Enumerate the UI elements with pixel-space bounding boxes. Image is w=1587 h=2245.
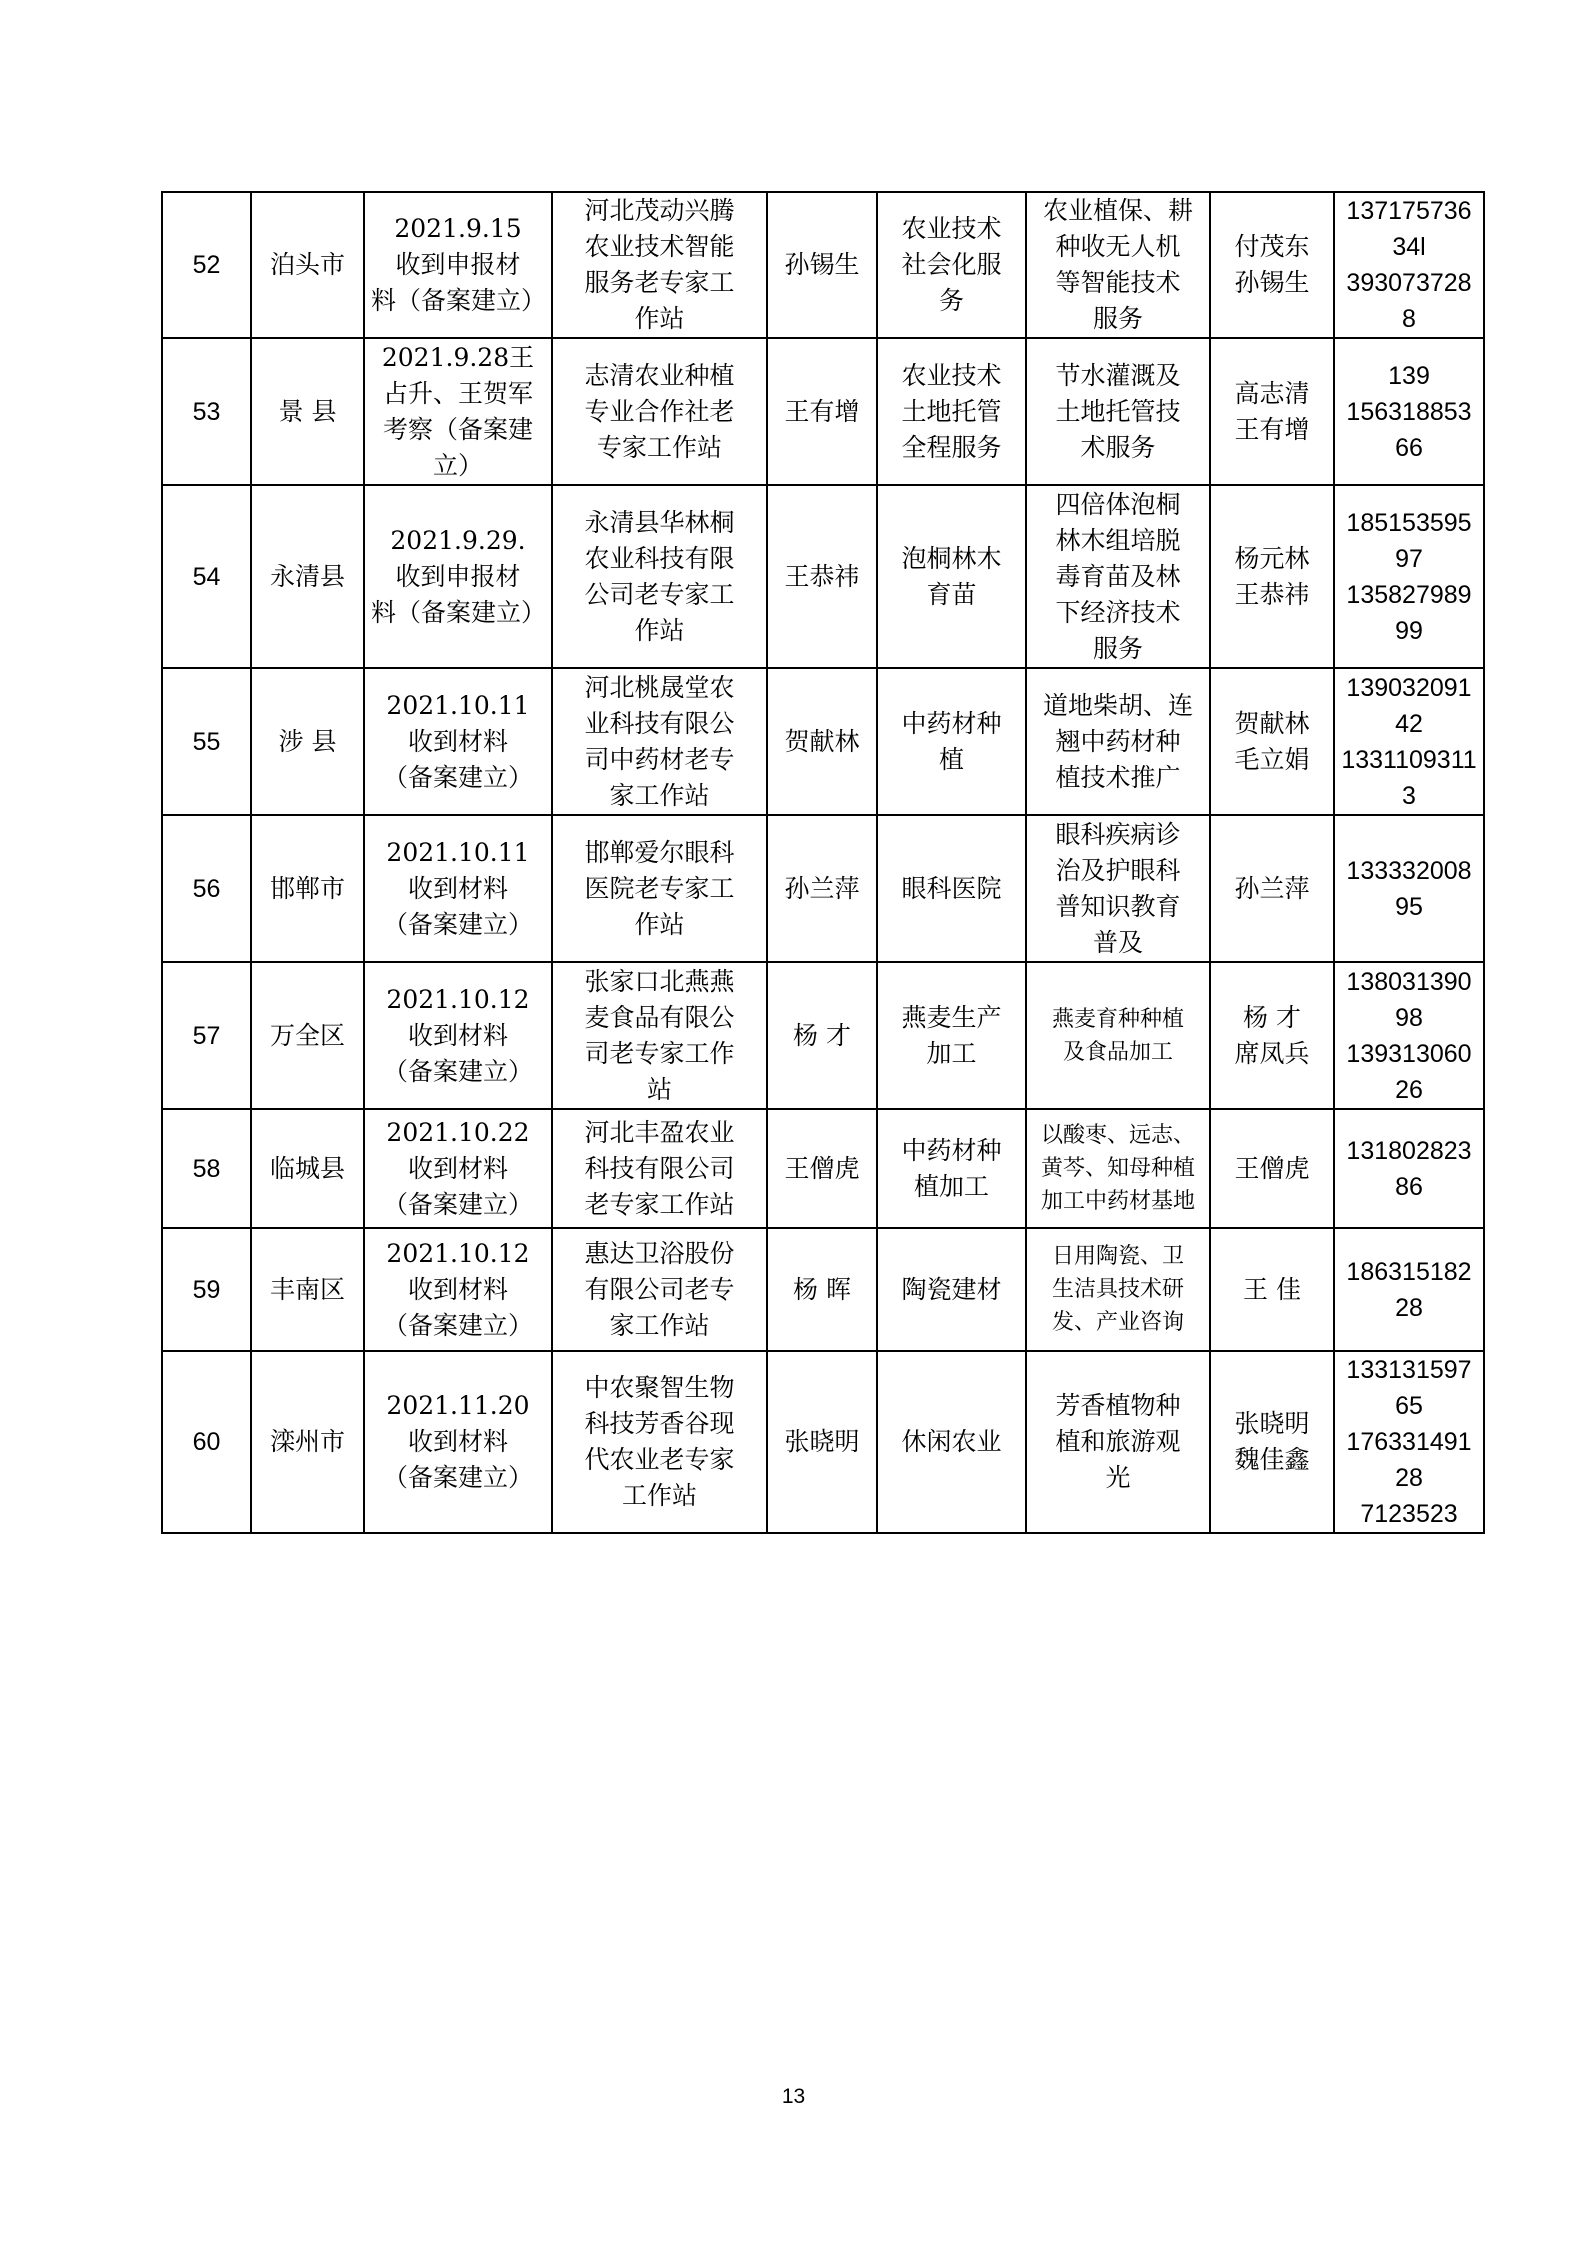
service-cell-line: 节水灌溉及 bbox=[1055, 360, 1181, 390]
service-cell-line: 普及 bbox=[1092, 927, 1143, 957]
field-cell bbox=[877, 1351, 1026, 1533]
field-cell-line: 植加工 bbox=[913, 1171, 989, 1201]
page-number: 13 bbox=[781, 2085, 806, 2108]
date-status-cell-line: 2021.10.12 bbox=[386, 984, 530, 1014]
field-cell bbox=[877, 338, 1026, 485]
field-cell-line: 土地托管 bbox=[901, 396, 1002, 426]
station-name-cell-line: 专家工作站 bbox=[596, 432, 722, 462]
row-number: 53 bbox=[162, 338, 251, 485]
service-cell-line: 发、产业咨询 bbox=[1051, 1310, 1184, 1335]
phone-cell bbox=[1334, 338, 1484, 485]
date-status-cell bbox=[364, 1228, 552, 1351]
station-name-cell-line: 有限公司老专 bbox=[584, 1274, 735, 1304]
station-name-cell-line: 河北桃晟堂农 bbox=[584, 672, 735, 702]
contacts-cell-line: 孙兰萍 bbox=[1234, 873, 1310, 903]
date-status-cell-line: 2021.10.12 bbox=[386, 1238, 530, 1268]
phone-cell bbox=[1334, 1109, 1484, 1228]
phone-cell-line: 3930737288 bbox=[1346, 269, 1472, 333]
date-status-cell-line: 考察（备案建 bbox=[382, 414, 533, 444]
service-cell bbox=[1026, 338, 1210, 485]
region-cell: 丰南区 bbox=[251, 1228, 364, 1351]
table-row bbox=[162, 962, 1484, 1109]
table-row bbox=[162, 1109, 1484, 1228]
region-cell: 泊头市 bbox=[251, 192, 364, 338]
field-cell-line: 务 bbox=[938, 286, 964, 315]
contacts-cell bbox=[1210, 485, 1334, 668]
date-status-cell bbox=[364, 1351, 552, 1533]
table-row bbox=[162, 1228, 1484, 1351]
date-status-cell-line: 料（备案建立） bbox=[371, 597, 547, 627]
date-status-cell-line: 2021.10.22 bbox=[386, 1117, 530, 1147]
contacts-cell-line: 高志清 bbox=[1234, 378, 1310, 408]
station-name-cell-line: 家工作站 bbox=[609, 780, 710, 810]
station-name-cell-line: 司中药材老专 bbox=[584, 744, 735, 774]
date-status-cell-line: （备案建立） bbox=[382, 1189, 533, 1219]
lead-expert-cell: 孙锡生 bbox=[767, 192, 877, 338]
date-status-cell-line: 收到材料 bbox=[407, 873, 508, 903]
service-cell-line: 普知识教育 bbox=[1055, 891, 1181, 921]
contacts-cell-line: 王僧虎 bbox=[1234, 1153, 1310, 1183]
lead-expert-cell: 杨 才 bbox=[767, 962, 877, 1109]
phone-cell-line: 15631885366 bbox=[1346, 397, 1472, 462]
table-row bbox=[162, 485, 1484, 668]
date-status-cell-line: 收到申报材 bbox=[395, 561, 521, 591]
region-cell: 永清县 bbox=[251, 485, 364, 668]
row-number: 58 bbox=[162, 1109, 251, 1228]
expert-station-table bbox=[161, 191, 1485, 1534]
field-cell-line: 中药材种 bbox=[901, 708, 1002, 738]
date-status-cell-line: 2021.9.15 bbox=[394, 214, 522, 243]
date-status-cell-line: 2021.9.29. bbox=[390, 525, 526, 555]
field-cell-line: 泡桐林木 bbox=[901, 543, 1002, 573]
phone-cell-line: 13180282386 bbox=[1346, 1136, 1472, 1201]
station-name-cell-line: 河北丰盈农业 bbox=[584, 1117, 735, 1147]
station-name-cell bbox=[552, 1351, 767, 1533]
phone-cell-line: 13311093113 bbox=[1341, 745, 1477, 810]
service-cell-line: 种收无人机 bbox=[1055, 232, 1181, 261]
lead-expert-cell: 王僧虎 bbox=[767, 1109, 877, 1228]
station-name-cell-line: 农业技术智能 bbox=[584, 232, 735, 261]
station-name-cell-line: 作站 bbox=[634, 909, 685, 939]
service-cell-line: 及食品加工 bbox=[1062, 1039, 1173, 1065]
station-name-cell-line: 家工作站 bbox=[609, 1310, 710, 1340]
station-name-cell-line: 老专家工作站 bbox=[584, 1189, 735, 1219]
date-status-cell-line: （备案建立） bbox=[382, 1463, 533, 1492]
contacts-cell bbox=[1210, 815, 1334, 962]
service-cell-line: 芳香植物种 bbox=[1055, 1391, 1181, 1420]
date-status-cell-line: 收到材料 bbox=[407, 726, 508, 756]
station-name-cell-line: 作站 bbox=[634, 304, 685, 333]
date-status-cell-line: 2021.10.11 bbox=[386, 837, 530, 867]
table-row bbox=[162, 1351, 1484, 1533]
phone-cell-line: 13313159765 bbox=[1346, 1356, 1472, 1420]
station-name-cell-line: 司老专家工作 bbox=[584, 1038, 735, 1068]
row-number: 52 bbox=[162, 192, 251, 338]
service-cell bbox=[1026, 962, 1210, 1109]
contacts-cell-line: 王 佳 bbox=[1243, 1274, 1301, 1304]
contacts-cell-line: 毛立娟 bbox=[1234, 744, 1310, 774]
phone-cell bbox=[1334, 962, 1484, 1109]
phone-cell-line: 13903209142 bbox=[1346, 673, 1472, 738]
contacts-cell-line: 魏佳鑫 bbox=[1234, 1445, 1310, 1474]
region-cell: 万全区 bbox=[251, 962, 364, 1109]
service-cell-line: 以酸枣、远志、 bbox=[1040, 1123, 1195, 1148]
date-status-cell-line: 占升、王贺军 bbox=[382, 378, 533, 408]
station-name-cell bbox=[552, 962, 767, 1109]
date-status-cell-line: 收到申报材 bbox=[395, 250, 521, 279]
field-cell-line: 农业技术 bbox=[901, 214, 1002, 243]
service-cell-line: 治及护眼科 bbox=[1055, 855, 1181, 885]
table-row bbox=[162, 815, 1484, 962]
service-cell bbox=[1026, 192, 1210, 338]
row-number: 59 bbox=[162, 1228, 251, 1351]
station-name-cell bbox=[552, 815, 767, 962]
service-cell-line: 下经济技术 bbox=[1055, 597, 1181, 627]
station-name-cell-line: 中农聚智生物 bbox=[584, 1373, 735, 1402]
service-cell-line: 农业植保、耕 bbox=[1042, 196, 1193, 225]
service-cell-line: 术服务 bbox=[1080, 432, 1156, 462]
contacts-cell-line: 席凤兵 bbox=[1234, 1038, 1310, 1068]
phone-cell-line: 18631518228 bbox=[1346, 1257, 1472, 1322]
station-name-cell bbox=[552, 338, 767, 485]
service-cell-line: 日用陶瓷、卫 bbox=[1051, 1244, 1184, 1269]
contacts-cell bbox=[1210, 668, 1334, 815]
phone-cell bbox=[1334, 485, 1484, 668]
date-status-cell-line: 收到材料 bbox=[407, 1427, 508, 1456]
row-number: 60 bbox=[162, 1351, 251, 1533]
station-name-cell-line: 公司老专家工 bbox=[584, 579, 735, 609]
lead-expert-cell: 杨 晖 bbox=[767, 1228, 877, 1351]
station-name-cell-line: 服务老专家工 bbox=[584, 268, 735, 297]
station-name-cell bbox=[552, 1228, 767, 1351]
station-name-cell-line: 业科技有限公 bbox=[584, 708, 735, 738]
phone-cell bbox=[1334, 1228, 1484, 1351]
phone-cell-line: 13931306026 bbox=[1346, 1039, 1472, 1104]
station-name-cell-line: 农业科技有限 bbox=[584, 543, 735, 573]
field-cell bbox=[877, 962, 1026, 1109]
contacts-cell bbox=[1210, 962, 1334, 1109]
region-cell: 邯郸市 bbox=[251, 815, 364, 962]
phone-cell bbox=[1334, 1351, 1484, 1533]
date-status-cell bbox=[364, 338, 552, 485]
service-cell-line: 眼科疾病诊 bbox=[1055, 819, 1181, 849]
lead-expert-cell: 王有增 bbox=[767, 338, 877, 485]
service-cell bbox=[1026, 1351, 1210, 1533]
field-cell-line: 中药材种 bbox=[901, 1135, 1002, 1165]
service-cell-line: 四倍体泡桐 bbox=[1055, 489, 1181, 519]
contacts-cell-line: 贺献林 bbox=[1234, 708, 1310, 738]
region-cell: 涉 县 bbox=[251, 668, 364, 815]
phone-cell-line: 17633149128 bbox=[1346, 1428, 1472, 1492]
service-cell-line: 黄芩、知母种植 bbox=[1040, 1156, 1195, 1181]
contacts-cell-line: 孙锡生 bbox=[1234, 268, 1310, 297]
phone-cell-line: 7123523 bbox=[1360, 1500, 1458, 1528]
field-cell-line: 全程服务 bbox=[901, 432, 1002, 462]
field-cell bbox=[877, 1109, 1026, 1228]
date-status-cell-line: 2021.9.28王 bbox=[381, 342, 535, 372]
phone-cell bbox=[1334, 668, 1484, 815]
station-name-cell-line: 永清县华林桐 bbox=[584, 507, 735, 537]
station-name-cell bbox=[552, 668, 767, 815]
station-name-cell-line: 河北茂动兴腾 bbox=[584, 196, 735, 225]
field-cell-line: 陶瓷建材 bbox=[901, 1274, 1002, 1304]
date-status-cell bbox=[364, 192, 552, 338]
field-cell-line: 燕麦生产 bbox=[901, 1002, 1002, 1032]
service-cell-line: 翘中药材种 bbox=[1055, 726, 1181, 756]
service-cell-line: 光 bbox=[1105, 1463, 1131, 1492]
field-cell-line: 农业技术 bbox=[901, 360, 1002, 390]
field-cell-line: 休闲农业 bbox=[901, 1427, 1002, 1456]
contacts-cell bbox=[1210, 338, 1334, 485]
date-status-cell-line: 立） bbox=[432, 450, 483, 480]
lead-expert-cell: 孙兰萍 bbox=[767, 815, 877, 962]
station-name-cell bbox=[552, 192, 767, 338]
date-status-cell-line: 2021.10.11 bbox=[386, 690, 530, 720]
date-status-cell bbox=[364, 962, 552, 1109]
station-name-cell-line: 科技有限公司 bbox=[584, 1153, 735, 1183]
date-status-cell-line: （备案建立） bbox=[382, 1310, 533, 1340]
date-status-cell-line: 收到材料 bbox=[407, 1020, 508, 1050]
date-status-cell-line: 2021.11.20 bbox=[386, 1391, 530, 1420]
service-cell-line: 毒育苗及林 bbox=[1055, 561, 1181, 591]
service-cell-line: 服务 bbox=[1092, 633, 1143, 663]
field-cell-line: 育苗 bbox=[926, 579, 977, 609]
field-cell bbox=[877, 668, 1026, 815]
field-cell bbox=[877, 815, 1026, 962]
station-name-cell bbox=[552, 485, 767, 668]
row-number: 55 bbox=[162, 668, 251, 815]
service-cell bbox=[1026, 1228, 1210, 1351]
service-cell-line: 植和旅游观 bbox=[1055, 1427, 1181, 1456]
station-name-cell-line: 站 bbox=[646, 1074, 672, 1104]
phone-cell-line: 13582798999 bbox=[1346, 580, 1472, 645]
station-name-cell-line: 张家口北燕燕 bbox=[584, 966, 735, 996]
date-status-cell-line: （备案建立） bbox=[382, 1056, 533, 1086]
date-status-cell bbox=[364, 1109, 552, 1228]
field-cell-line: 加工 bbox=[926, 1038, 977, 1068]
service-cell bbox=[1026, 485, 1210, 668]
service-cell-line: 植技术推广 bbox=[1055, 762, 1181, 792]
contacts-cell-line: 王有增 bbox=[1234, 414, 1310, 444]
station-name-cell-line: 志清农业种植 bbox=[584, 360, 735, 390]
station-name-cell-line: 代农业老专家 bbox=[584, 1445, 735, 1474]
phone-cell bbox=[1334, 192, 1484, 338]
date-status-cell-line: 料（备案建立） bbox=[371, 286, 547, 315]
date-status-cell-line: （备案建立） bbox=[382, 762, 533, 792]
field-cell-line: 眼科医院 bbox=[901, 873, 1002, 903]
field-cell bbox=[877, 192, 1026, 338]
contacts-cell-line: 付茂东 bbox=[1234, 232, 1310, 261]
date-status-cell-line: 收到材料 bbox=[407, 1274, 508, 1304]
station-name-cell-line: 科技芳香谷现 bbox=[584, 1409, 735, 1438]
service-cell bbox=[1026, 1109, 1210, 1228]
date-status-cell bbox=[364, 815, 552, 962]
lead-expert-cell: 贺献林 bbox=[767, 668, 877, 815]
region-cell: 临城县 bbox=[251, 1109, 364, 1228]
station-name-cell-line: 医院老专家工 bbox=[584, 873, 735, 903]
service-cell-line: 林木组培脱 bbox=[1055, 525, 1181, 555]
station-name-cell-line: 作站 bbox=[634, 615, 685, 645]
phone-cell-line: 18515359597 bbox=[1346, 508, 1472, 573]
service-cell-line: 等智能技术 bbox=[1055, 268, 1181, 297]
phone-cell-line: 13803139098 bbox=[1346, 967, 1472, 1032]
station-name-cell-line: 专业合作社老 bbox=[584, 396, 735, 426]
region-cell: 滦州市 bbox=[251, 1351, 364, 1533]
station-name-cell bbox=[552, 1109, 767, 1228]
service-cell-line: 土地托管技 bbox=[1055, 396, 1181, 426]
contacts-cell-line: 张晓明 bbox=[1234, 1409, 1310, 1438]
table-row bbox=[162, 338, 1484, 485]
contacts-cell bbox=[1210, 1228, 1334, 1351]
service-cell-line: 生洁具技术研 bbox=[1051, 1277, 1184, 1302]
contacts-cell bbox=[1210, 1351, 1334, 1533]
contacts-cell-line: 杨 才 bbox=[1243, 1002, 1301, 1032]
station-name-cell-line: 邯郸爱尔眼科 bbox=[584, 837, 735, 867]
date-status-cell-line: 收到材料 bbox=[407, 1153, 508, 1183]
service-cell-line: 加工中药材基地 bbox=[1040, 1189, 1195, 1214]
station-name-cell-line: 惠达卫浴股份 bbox=[584, 1238, 735, 1268]
station-name-cell-line: 工作站 bbox=[621, 1481, 697, 1510]
phone-cell-line: 13717573634l bbox=[1346, 197, 1472, 261]
field-cell-line: 社会化服 bbox=[901, 250, 1002, 279]
row-number: 54 bbox=[162, 485, 251, 668]
contacts-cell bbox=[1210, 192, 1334, 338]
service-cell bbox=[1026, 668, 1210, 815]
phone-cell bbox=[1334, 815, 1484, 962]
date-status-cell-line: （备案建立） bbox=[382, 909, 533, 939]
table-row bbox=[162, 668, 1484, 815]
row-number: 57 bbox=[162, 962, 251, 1109]
field-cell bbox=[877, 485, 1026, 668]
table-body bbox=[162, 192, 1484, 1533]
table-row bbox=[162, 192, 1484, 338]
date-status-cell bbox=[364, 668, 552, 815]
field-cell bbox=[877, 1228, 1026, 1351]
field-cell-line: 植 bbox=[938, 744, 964, 774]
phone-cell-line: 13333200895 bbox=[1346, 856, 1472, 921]
phone-cell-line: 139 bbox=[1388, 361, 1430, 390]
contacts-cell-line: 杨元林 bbox=[1234, 543, 1310, 573]
contacts-cell-line: 王恭祎 bbox=[1234, 579, 1310, 609]
region-cell: 景 县 bbox=[251, 338, 364, 485]
date-status-cell bbox=[364, 485, 552, 668]
row-number: 56 bbox=[162, 815, 251, 962]
service-cell-line: 服务 bbox=[1092, 304, 1143, 333]
service-cell bbox=[1026, 815, 1210, 962]
service-cell-line: 道地柴胡、连 bbox=[1042, 690, 1193, 720]
station-name-cell-line: 麦食品有限公 bbox=[584, 1002, 735, 1032]
lead-expert-cell: 张晓明 bbox=[767, 1351, 877, 1533]
contacts-cell bbox=[1210, 1109, 1334, 1228]
lead-expert-cell: 王恭祎 bbox=[767, 485, 877, 668]
service-cell-line: 燕麦育种种植 bbox=[1051, 1006, 1184, 1032]
